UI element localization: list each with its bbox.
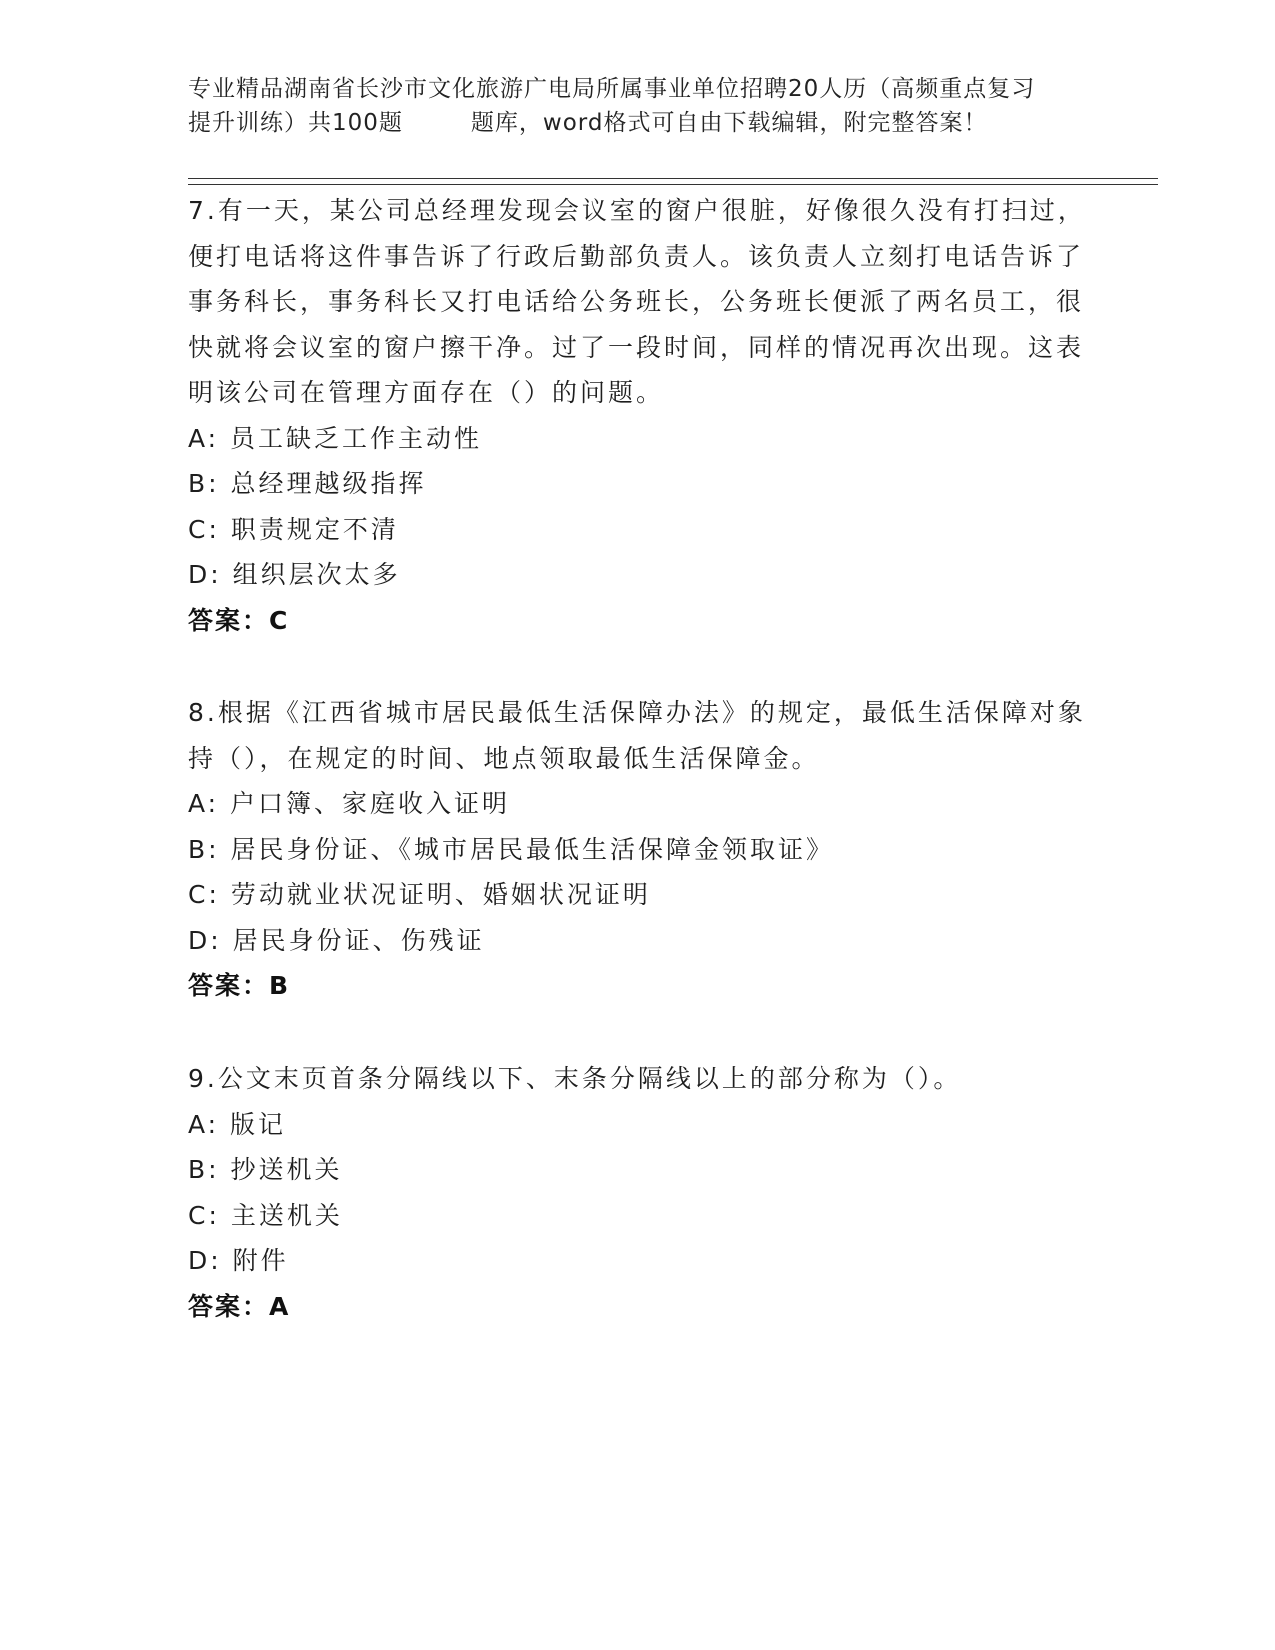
option-c: C: 职责规定不清 bbox=[188, 514, 399, 544]
option-b: B: 抄送机关 bbox=[188, 1155, 343, 1184]
header-title-part-b: 题库，word格式可自由下载编辑，附完整答案！ bbox=[470, 110, 988, 136]
header-divider-top bbox=[188, 178, 1158, 179]
question-7 bbox=[188, 188, 1088, 643]
option-d: D: 附件 bbox=[188, 1246, 289, 1275]
option-d: D: 居民身份证、伤残证 bbox=[188, 925, 485, 955]
option-c: C: 主送机关 bbox=[188, 1200, 343, 1230]
header-divider-bottom bbox=[188, 184, 1158, 185]
question-stem: 7.有一天，某公司总经理发现会议室的窗户很脏，好像很久没有打扫过，便打电话将这件事告诉了行政后勤部负责人。该负责人立刻打电话告诉了事务科长，事务科长又打电话给公务班长，公务班长便派了两名员工，很快就将会议室的窗户擦干净。过了一段时间，同样的情况再次出现。这表明该公司在管理方面存在（）的问题。 bbox=[188, 196, 1086, 407]
question-stem: 8.根据《江西省城市居民最低生活保障办法》的规定，最低生活保障对象持（），在规定的时间、地点领取最低生活保障金。 bbox=[188, 698, 1086, 773]
option-a: A: 户口簿、家庭收入证明 bbox=[188, 789, 511, 818]
answer-line: 答案：A bbox=[188, 1291, 291, 1321]
option-a: A: 版记 bbox=[188, 1109, 287, 1139]
question-9 bbox=[188, 1056, 1088, 1329]
header-title-part-a: 提升训练）共100题 bbox=[188, 110, 403, 136]
option-d: D: 组织层次太多 bbox=[188, 560, 401, 589]
option-a: A: 员工缺乏工作主动性 bbox=[188, 423, 483, 453]
question-stem: 9.公文末页首条分隔线以下、末条分隔线以上的部分称为（）。 bbox=[188, 1064, 962, 1093]
header-title-line-1: 专业精品湖南省长沙市文化旅游广电局所属事业单位招聘20人历（高频重点复习 bbox=[188, 76, 1036, 102]
option-c: C: 劳动就业状况证明、婚姻状况证明 bbox=[188, 880, 651, 909]
answer-line: 答案：C bbox=[188, 605, 290, 635]
document-header bbox=[188, 72, 1088, 140]
question-8 bbox=[188, 690, 1088, 1009]
option-b: B: 居民身份证、《城市居民最低生活保障金领取证》 bbox=[188, 834, 835, 864]
option-b: B: 总经理越级指挥 bbox=[188, 469, 427, 498]
answer-line: 答案：B bbox=[188, 971, 291, 1000]
header-title-line-2 bbox=[188, 106, 1088, 140]
